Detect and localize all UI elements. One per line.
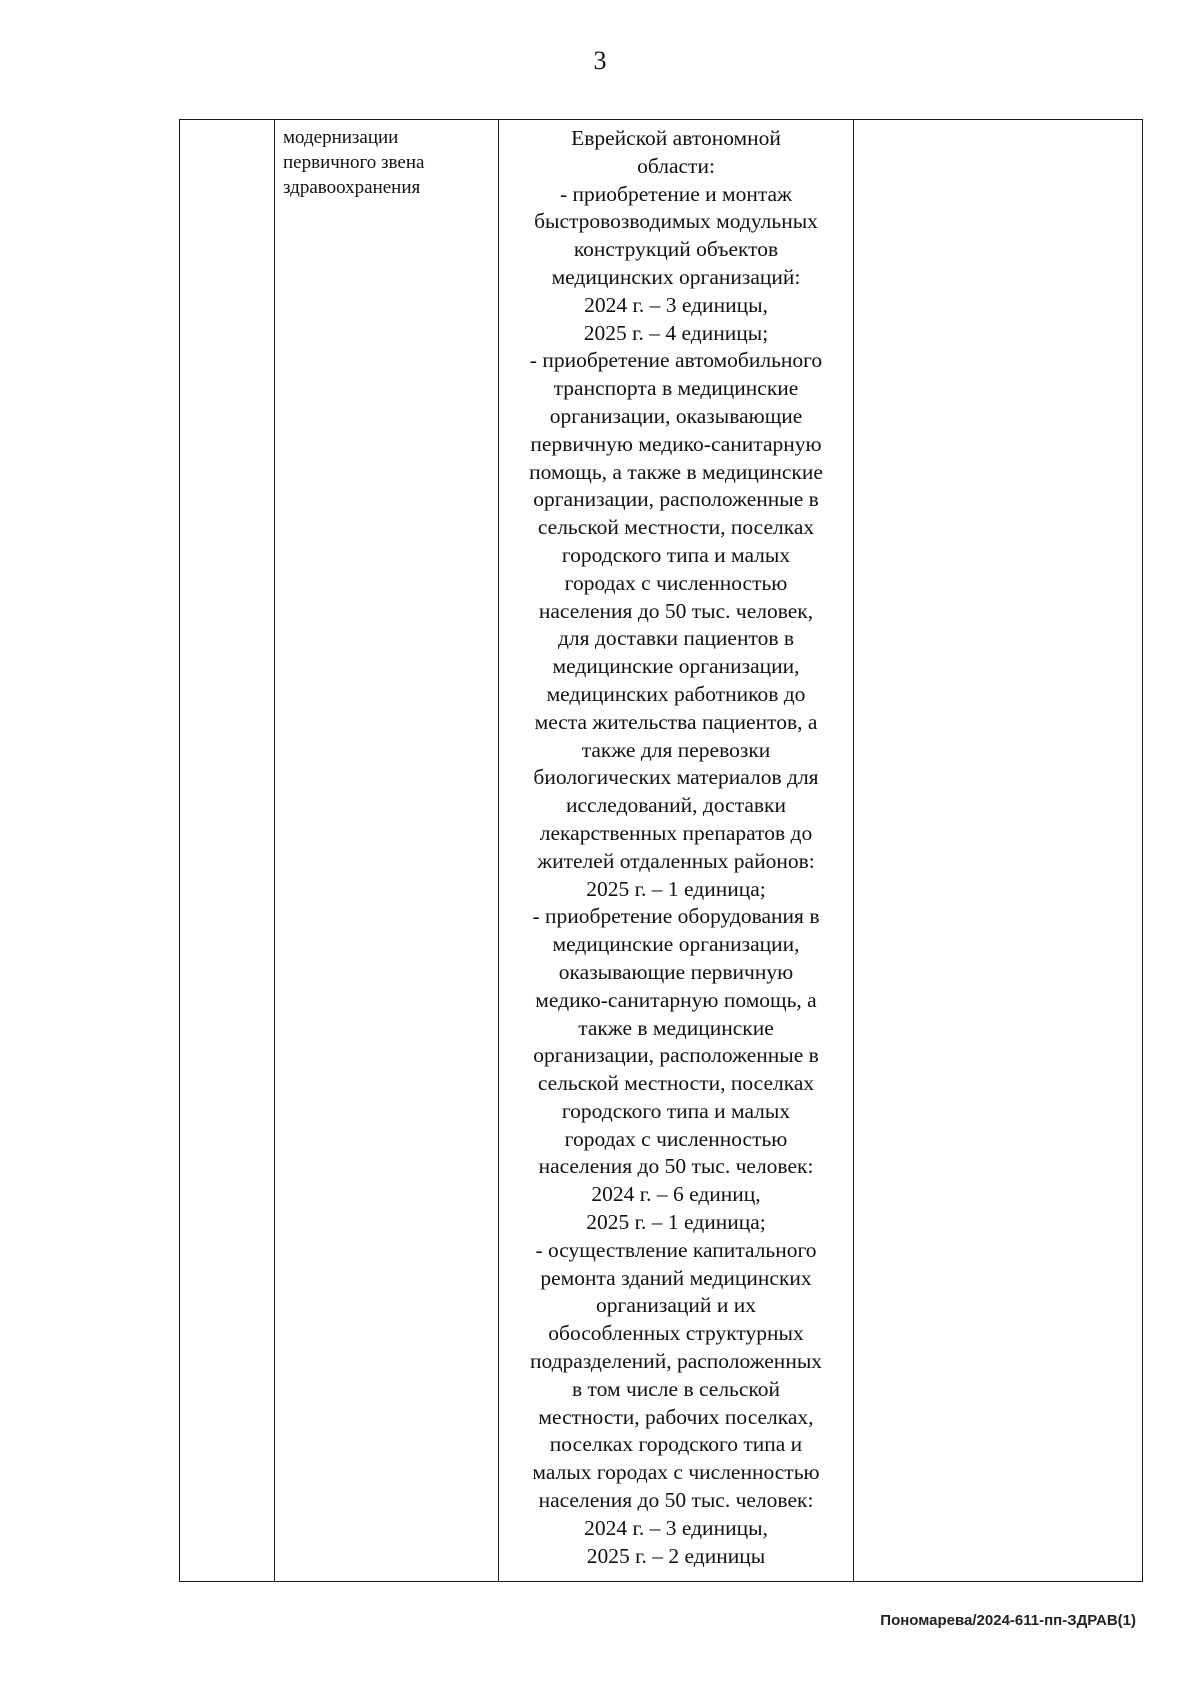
program-table — [179, 119, 1143, 1582]
description-line: 2024 г. – 3 единицы, — [584, 1515, 768, 1540]
measure-name-line: первичного звена — [283, 152, 425, 173]
description-line: - приобретение и монтаж — [560, 181, 792, 206]
description-line: жителей отдаленных районов: — [537, 848, 815, 873]
description-line: биологических материалов для — [533, 765, 819, 790]
description-line: - приобретение автомобильного — [529, 348, 823, 373]
description-line: также в медицинские — [578, 1015, 774, 1040]
description-line: помощь, а также в медицинские — [529, 459, 823, 484]
description-line: медицинские организации, — [552, 932, 800, 957]
description-line: ремонта зданий медицинских — [540, 1265, 812, 1290]
description-line: транспорта в медицинские — [553, 376, 799, 401]
page-number: 3 — [593, 46, 607, 75]
description-line: 2025 г. – 4 единицы; — [583, 320, 769, 345]
description-line: населения до 50 тыс. человек, — [538, 598, 814, 623]
description-line: в том числе в сельской — [571, 1376, 781, 1401]
measure-name-text — [283, 125, 492, 200]
description-line: - приобретение оборудования в — [532, 904, 820, 929]
description-line: медико-санитарную помощь, а — [535, 987, 817, 1012]
description-line: 2025 г. – 1 единица; — [586, 876, 766, 901]
table-cell-description — [499, 120, 854, 1582]
description-line: для доставки пациентов в — [557, 626, 795, 651]
description-line: 2025 г. – 1 единица; — [586, 1210, 766, 1235]
description-line: населения до 50 тыс. человек: — [538, 1488, 814, 1513]
description-line: организации, оказывающие — [549, 403, 803, 428]
description-line: медицинских организаций: — [551, 264, 801, 289]
description-line: населения до 50 тыс. человек: — [538, 1154, 814, 1179]
description-line: места жительства пациентов, а — [534, 709, 818, 734]
description-line: исследований, доставки — [565, 793, 787, 818]
measure-name-line: модернизации — [283, 127, 399, 148]
description-text — [505, 125, 847, 1570]
description-line: быстровозводимых модульных — [534, 209, 818, 234]
description-line: малых городах с численностью — [532, 1460, 820, 1485]
description-line: первичную медико-санитарную — [530, 431, 822, 456]
description-line: обособленных структурных — [548, 1321, 804, 1346]
file-reference: Пономарева/2024-611-пп-ЗДРАВ(1) — [880, 1612, 1136, 1629]
description-line: - осуществление капитального — [535, 1237, 817, 1262]
measure-name-line: здравоохранения — [283, 177, 421, 198]
description-line: городах с численностью — [564, 1126, 788, 1151]
description-line: 2024 г. – 3 единицы, — [584, 292, 768, 317]
table-cell-number — [180, 120, 275, 1582]
table-row — [180, 120, 1143, 1582]
description-line: организации, расположенные в — [533, 1043, 819, 1068]
description-line: области: — [637, 153, 715, 178]
description-line: подразделений, расположенных — [529, 1349, 823, 1374]
description-line: сельской местности, поселках — [537, 515, 815, 540]
description-line: городского типа и малых — [561, 1098, 791, 1123]
description-line: конструкций объектов — [573, 237, 779, 262]
description-line: местности, рабочих поселках, — [538, 1404, 814, 1429]
description-line: 2024 г. – 6 единиц, — [591, 1182, 761, 1207]
description-line: оказывающие первичную — [558, 959, 794, 984]
description-line: также для перевозки — [581, 737, 771, 762]
description-line: организации, расположенные в — [533, 487, 819, 512]
table-cell-measure-name — [275, 120, 499, 1582]
description-line: организаций и их — [596, 1293, 756, 1318]
description-line: 2025 г. – 2 единицы — [586, 1543, 766, 1568]
description-line: поселках городского типа и — [549, 1432, 803, 1457]
description-line: городах с численностью — [564, 570, 788, 595]
description-line: медицинских работников до — [546, 681, 806, 706]
description-line: городского типа и малых — [561, 542, 791, 567]
description-line: сельской местности, поселках — [537, 1071, 815, 1096]
table-cell-empty — [854, 120, 1143, 1582]
description-line: медицинские организации, — [552, 654, 800, 679]
description-line: Еврейской автономной — [571, 126, 781, 150]
description-line: лекарственных препаратов до — [539, 820, 813, 845]
